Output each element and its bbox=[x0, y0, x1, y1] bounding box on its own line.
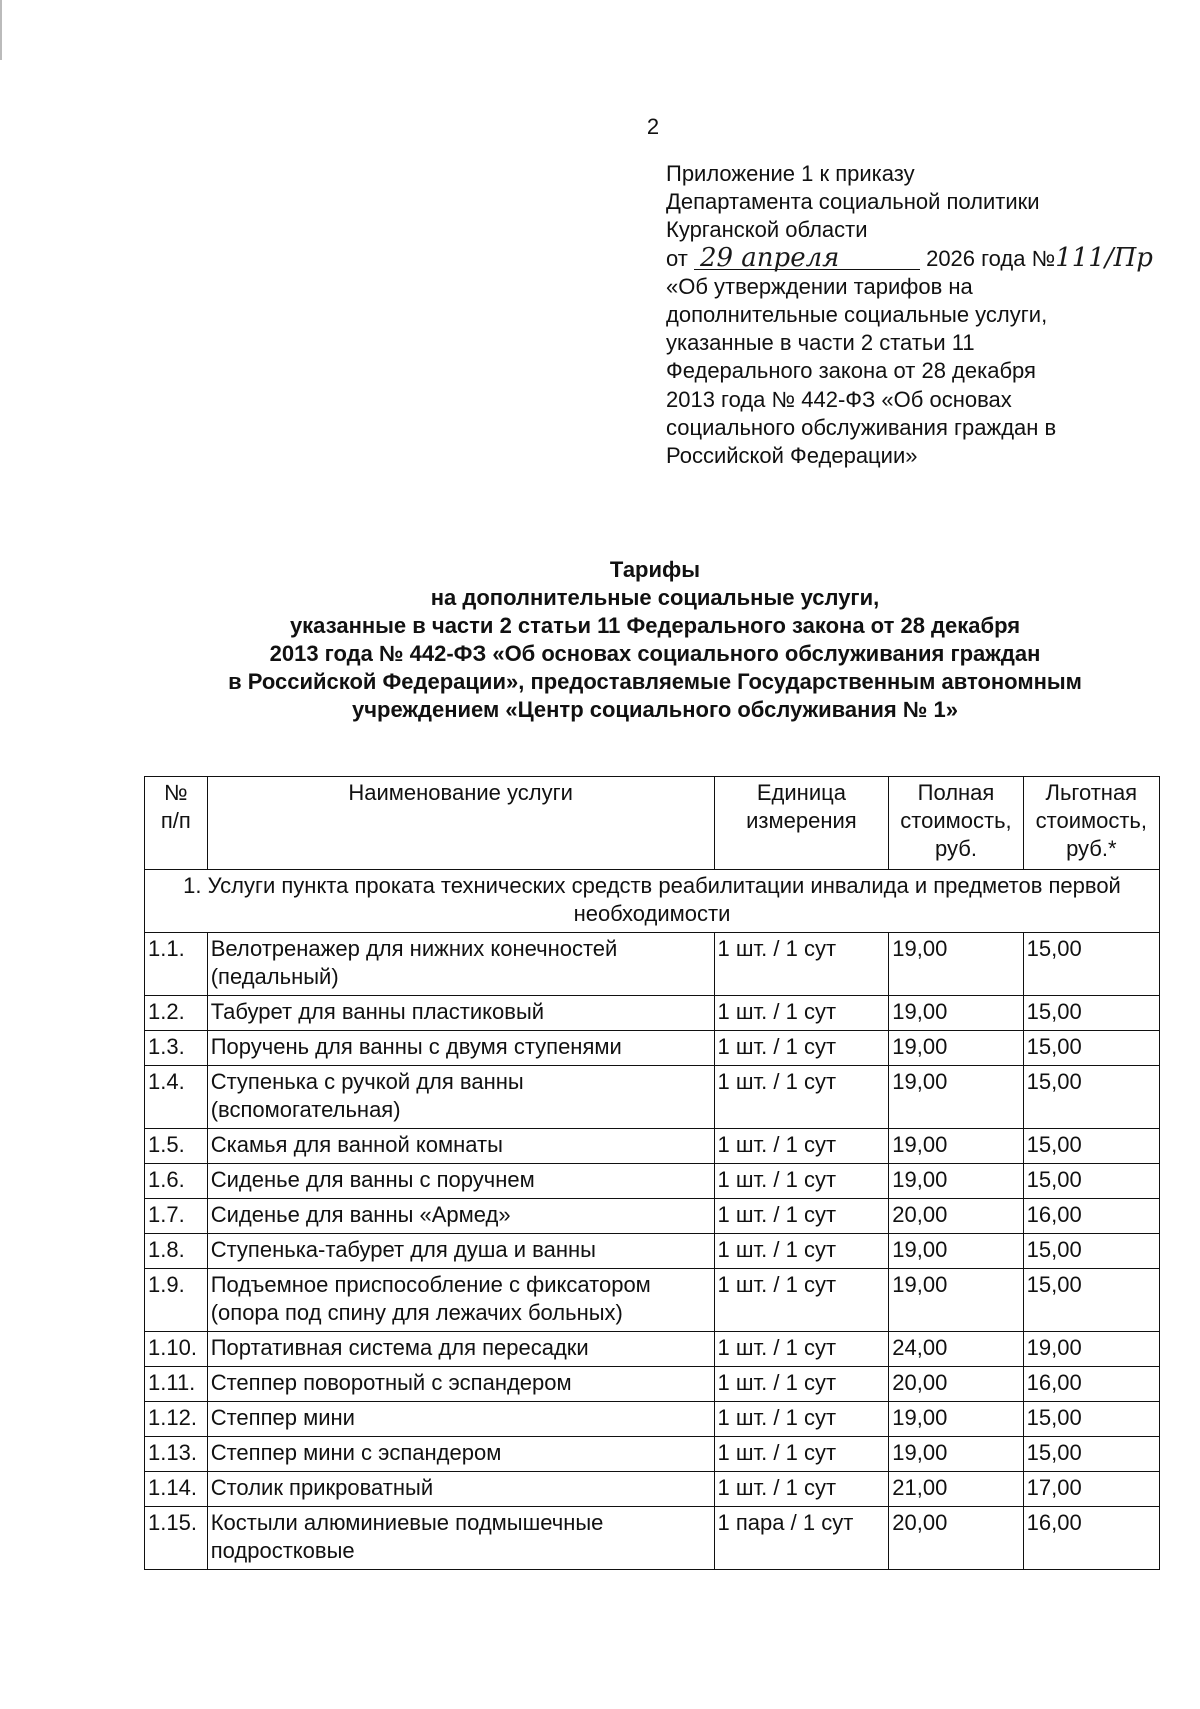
appendix-line: Департамента социальной политики bbox=[666, 189, 1040, 215]
header-text: п/п bbox=[160, 808, 191, 833]
cell-number: 1.12. bbox=[145, 1402, 208, 1437]
handwritten-date: 29 апреля bbox=[694, 247, 920, 270]
page-number: 2 bbox=[646, 114, 660, 139]
cell-preferential-cost: 15,00 bbox=[1023, 1234, 1159, 1269]
document-title bbox=[140, 556, 1170, 724]
cell-unit: 1 пара / 1 сут bbox=[714, 1507, 889, 1570]
cell-preferential-cost: 15,00 bbox=[1023, 1164, 1159, 1199]
cell-full-cost: 19,00 bbox=[889, 1129, 1023, 1164]
tariffs-table bbox=[144, 776, 1160, 1570]
cell-service-name: Табурет для ванны пластиковый bbox=[207, 996, 714, 1031]
handwritten-order-number: 111/Пр bbox=[1055, 242, 1153, 273]
cell-number: 1.5. bbox=[145, 1129, 208, 1164]
table-row bbox=[145, 1066, 1160, 1129]
section-title: 1. Услуги пункта проката технических средств реабилитации инвалида и предметов первой необходимости bbox=[145, 870, 1160, 933]
cell-service-name: Скамья для ванной комнаты bbox=[207, 1129, 714, 1164]
appendix-line: Российской Федерации» bbox=[666, 443, 918, 469]
cell-preferential-cost: 16,00 bbox=[1023, 1199, 1159, 1234]
table-row bbox=[145, 1164, 1160, 1199]
cell-service-name: Портативная система для пересадки bbox=[207, 1332, 714, 1367]
cell-preferential-cost: 15,00 bbox=[1023, 933, 1159, 996]
header-text: измерения bbox=[746, 808, 857, 833]
cell-unit: 1 шт. / 1 сут bbox=[714, 1164, 889, 1199]
table-row bbox=[145, 1507, 1160, 1570]
header-text: руб. bbox=[935, 836, 977, 861]
cell-unit: 1 шт. / 1 сут bbox=[714, 1199, 889, 1234]
appendix-line: «Об утверждении тарифов на bbox=[666, 273, 973, 299]
table-header-row bbox=[145, 777, 1160, 870]
appendix-line: дополнительные социальные услуги, bbox=[666, 302, 1048, 328]
cell-unit: 1 шт. / 1 сут bbox=[714, 1402, 889, 1437]
cell-unit: 1 шт. / 1 сут bbox=[714, 1066, 889, 1129]
title-line: Тарифы bbox=[609, 557, 701, 582]
cell-preferential-cost: 15,00 bbox=[1023, 1031, 1159, 1066]
table-row bbox=[145, 1129, 1160, 1164]
cell-service-name: Поручень для ванны с двумя ступенями bbox=[207, 1031, 714, 1066]
table-row bbox=[145, 1472, 1160, 1507]
title-line: 2013 года № 442-ФЗ «Об основах социального обслуживания граждан bbox=[269, 641, 1041, 666]
cell-full-cost: 19,00 bbox=[889, 1066, 1023, 1129]
table-row bbox=[145, 1234, 1160, 1269]
header-text: Льготная bbox=[1045, 780, 1138, 805]
header-preferential-cost bbox=[1023, 777, 1159, 870]
table-row bbox=[145, 1332, 1160, 1367]
cell-full-cost: 21,00 bbox=[889, 1472, 1023, 1507]
section-row bbox=[145, 870, 1160, 933]
cell-service-name: Костыли алюминиевые подмышечные подростковые bbox=[207, 1507, 714, 1570]
title-line: указанные в части 2 статьи 11 Федерального закона от 28 декабря bbox=[289, 613, 1021, 638]
appendix-line: социального обслуживания граждан в bbox=[666, 414, 1057, 440]
cell-service-name: Сиденье для ванны с поручнем bbox=[207, 1164, 714, 1199]
cell-preferential-cost: 15,00 bbox=[1023, 1437, 1159, 1472]
table-row bbox=[145, 1199, 1160, 1234]
cell-preferential-cost: 15,00 bbox=[1023, 1129, 1159, 1164]
cell-unit: 1 шт. / 1 сут bbox=[714, 1367, 889, 1402]
cell-full-cost: 19,00 bbox=[889, 1269, 1023, 1332]
header-text: № bbox=[164, 780, 188, 805]
cell-number: 1.15. bbox=[145, 1507, 208, 1570]
scan-edge-mark bbox=[0, 0, 2, 60]
cell-number: 1.11. bbox=[145, 1367, 208, 1402]
cell-preferential-cost: 16,00 bbox=[1023, 1367, 1159, 1402]
cell-full-cost: 19,00 bbox=[889, 933, 1023, 996]
title-line: на дополнительные социальные услуги, bbox=[430, 585, 880, 610]
appendix-line: 2013 года № 442-ФЗ «Об основах bbox=[666, 386, 1012, 412]
title-line: учреждением «Центр социального обслуживания № 1» bbox=[352, 697, 958, 722]
cell-number: 1.14. bbox=[145, 1472, 208, 1507]
table-row bbox=[145, 1031, 1160, 1066]
cell-preferential-cost: 19,00 bbox=[1023, 1332, 1159, 1367]
table-row bbox=[145, 933, 1160, 996]
cell-number: 1.8. bbox=[145, 1234, 208, 1269]
appendix-header bbox=[666, 160, 1166, 470]
cell-full-cost: 20,00 bbox=[889, 1199, 1023, 1234]
cell-full-cost: 19,00 bbox=[889, 1164, 1023, 1199]
cell-unit: 1 шт. / 1 сут bbox=[714, 1234, 889, 1269]
cell-service-name: Столик прикроватный bbox=[207, 1472, 714, 1507]
table-row bbox=[145, 1367, 1160, 1402]
cell-service-name: Подъемное приспособление с фиксатором (опора под спину для лежачих больных) bbox=[207, 1269, 714, 1332]
table-row bbox=[145, 1269, 1160, 1332]
table-row bbox=[145, 1437, 1160, 1472]
cell-number: 1.2. bbox=[145, 996, 208, 1031]
table-row bbox=[145, 996, 1160, 1031]
header-text: стоимость, bbox=[1035, 808, 1148, 833]
cell-full-cost: 19,00 bbox=[889, 996, 1023, 1031]
cell-full-cost: 24,00 bbox=[889, 1332, 1023, 1367]
title-line: в Российской Федерации», предоставляемые Государственным автономным bbox=[228, 669, 1082, 694]
cell-full-cost: 19,00 bbox=[889, 1234, 1023, 1269]
appendix-date-line bbox=[666, 242, 1166, 273]
appendix-line: Курганской области bbox=[666, 217, 868, 243]
cell-service-name: Велотренажер для нижних конечностей (педальный) bbox=[207, 933, 714, 996]
header-unit bbox=[714, 777, 889, 870]
cell-preferential-cost: 15,00 bbox=[1023, 1066, 1159, 1129]
cell-number: 1.9. bbox=[145, 1269, 208, 1332]
cell-service-name: Ступенька с ручкой для ванны (вспомогательная) bbox=[207, 1066, 714, 1129]
cell-unit: 1 шт. / 1 сут bbox=[714, 1332, 889, 1367]
cell-full-cost: 19,00 bbox=[889, 1031, 1023, 1066]
cell-preferential-cost: 15,00 bbox=[1023, 996, 1159, 1031]
cell-preferential-cost: 15,00 bbox=[1023, 1269, 1159, 1332]
date-prefix: от bbox=[666, 245, 688, 271]
header-text: Единица bbox=[756, 780, 846, 805]
cell-number: 1.13. bbox=[145, 1437, 208, 1472]
cell-unit: 1 шт. / 1 сут bbox=[714, 996, 889, 1031]
cell-unit: 1 шт. / 1 сут bbox=[714, 1472, 889, 1507]
appendix-line: Приложение 1 к приказу bbox=[666, 161, 915, 186]
cell-preferential-cost: 17,00 bbox=[1023, 1472, 1159, 1507]
cell-unit: 1 шт. / 1 сут bbox=[714, 1129, 889, 1164]
cell-preferential-cost: 16,00 bbox=[1023, 1507, 1159, 1570]
cell-number: 1.6. bbox=[145, 1164, 208, 1199]
cell-service-name: Сиденье для ванны «Армед» bbox=[207, 1199, 714, 1234]
header-full-cost bbox=[889, 777, 1023, 870]
cell-full-cost: 19,00 bbox=[889, 1402, 1023, 1437]
cell-number: 1.4. bbox=[145, 1066, 208, 1129]
cell-number: 1.7. bbox=[145, 1199, 208, 1234]
cell-full-cost: 19,00 bbox=[889, 1437, 1023, 1472]
cell-number: 1.3. bbox=[145, 1031, 208, 1066]
cell-preferential-cost: 15,00 bbox=[1023, 1402, 1159, 1437]
cell-unit: 1 шт. / 1 сут bbox=[714, 1437, 889, 1472]
header-text: руб.* bbox=[1066, 836, 1117, 861]
header-text: Полная bbox=[917, 780, 995, 805]
cell-number: 1.10. bbox=[145, 1332, 208, 1367]
cell-number: 1.1. bbox=[145, 933, 208, 996]
cell-full-cost: 20,00 bbox=[889, 1507, 1023, 1570]
cell-service-name: Степпер мини с эспандером bbox=[207, 1437, 714, 1472]
year-text: 2026 года № bbox=[926, 245, 1056, 271]
header-text: стоимость, bbox=[900, 808, 1012, 833]
table-row bbox=[145, 1402, 1160, 1437]
cell-service-name: Степпер поворотный с эспандером bbox=[207, 1367, 714, 1402]
cell-full-cost: 20,00 bbox=[889, 1367, 1023, 1402]
header-number bbox=[145, 777, 208, 870]
cell-unit: 1 шт. / 1 сут bbox=[714, 1031, 889, 1066]
header-text: Наименование услуги bbox=[348, 780, 573, 805]
header-service-name bbox=[207, 777, 714, 870]
cell-service-name: Ступенька-табурет для душа и ванны bbox=[207, 1234, 714, 1269]
appendix-line: Федерального закона от 28 декабря bbox=[666, 358, 1036, 384]
cell-service-name: Степпер мини bbox=[207, 1402, 714, 1437]
appendix-line: указанные в части 2 статьи 11 bbox=[666, 330, 975, 356]
cell-unit: 1 шт. / 1 сут bbox=[714, 1269, 889, 1332]
cell-unit: 1 шт. / 1 сут bbox=[714, 933, 889, 996]
